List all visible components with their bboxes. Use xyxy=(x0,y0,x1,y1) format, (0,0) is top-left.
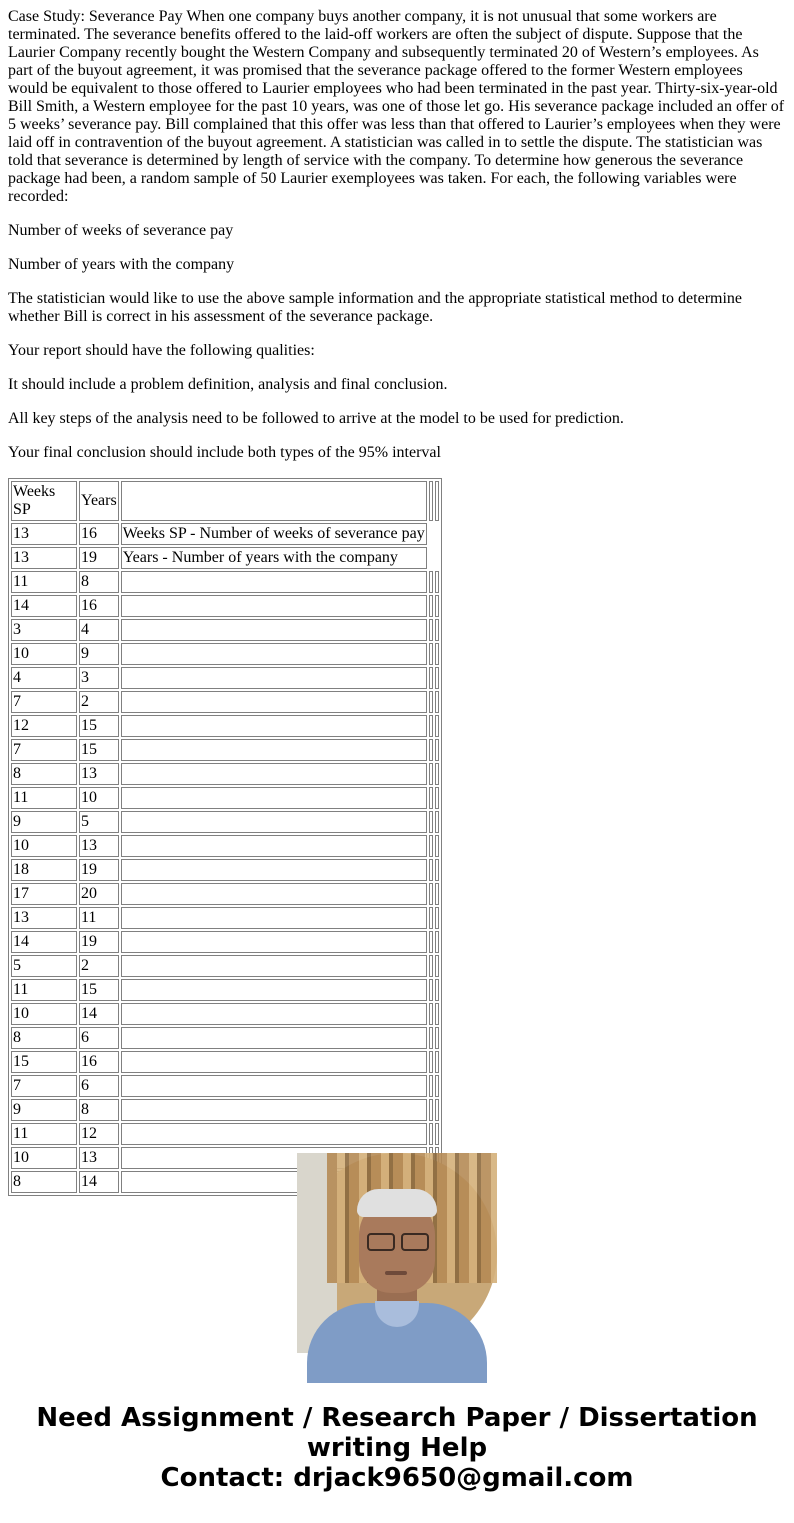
years-cell: 16 xyxy=(79,595,119,617)
years-cell: 15 xyxy=(79,739,119,761)
weeks-sp-cell: 13 xyxy=(11,907,77,929)
years-cell: 8 xyxy=(79,571,119,593)
weeks-sp-cell: 11 xyxy=(11,571,77,593)
empty-cell xyxy=(429,763,433,785)
years-cell: 12 xyxy=(79,1123,119,1145)
years-cell: 9 xyxy=(79,643,119,665)
table-row xyxy=(11,787,439,809)
table-row xyxy=(11,643,439,665)
weeks-sp-cell: 3 xyxy=(11,619,77,641)
weeks-sp-cell: 8 xyxy=(11,1027,77,1049)
empty-cell xyxy=(121,595,427,617)
table-row xyxy=(11,667,439,689)
empty-cell xyxy=(121,1003,427,1025)
empty-cell xyxy=(429,883,433,905)
weeks-sp-cell: 10 xyxy=(11,1147,77,1169)
years-cell: 19 xyxy=(79,547,119,569)
weeks-sp-cell: 12 xyxy=(11,715,77,737)
data-table-container xyxy=(8,478,448,1190)
empty-cell xyxy=(429,595,433,617)
empty-cell xyxy=(121,859,427,881)
weeks-sp-cell: 17 xyxy=(11,883,77,905)
empty-cell xyxy=(435,691,439,713)
document-body xyxy=(8,8,786,478)
empty-cell xyxy=(435,1051,439,1073)
years-cell: 16 xyxy=(79,523,119,545)
empty-cell xyxy=(435,1003,439,1025)
empty-cell xyxy=(429,979,433,1001)
empty-cell xyxy=(121,1123,427,1145)
years-cell: 16 xyxy=(79,1051,119,1073)
header-years: Years xyxy=(79,481,119,521)
empty-cell xyxy=(435,955,439,977)
years-cell: 5 xyxy=(79,811,119,833)
empty-cell xyxy=(435,907,439,929)
empty-cell xyxy=(435,643,439,665)
empty-cell xyxy=(435,1123,439,1145)
weeks-sp-cell: 9 xyxy=(11,811,77,833)
years-cell: 2 xyxy=(79,955,119,977)
table-row xyxy=(11,1099,439,1121)
table-row xyxy=(11,715,439,737)
report-quality-2: All key steps of the analysis need to be followed to arrive at the model to be used for prediction. xyxy=(8,410,624,427)
empty-cell xyxy=(121,1099,427,1121)
empty-cell xyxy=(121,931,427,953)
empty-cell xyxy=(121,907,427,929)
table-row xyxy=(11,979,439,1001)
empty-cell xyxy=(435,835,439,857)
table-header-row xyxy=(11,481,439,521)
case-study-paragraph: Case Study: Severance Pay When one company buys another company, it is not unusual that some workers are terminated. The severance benefits offered to the laid-off workers are often the subject of dispute. Suppose that the Laurier Company recently bought the Western Company and subsequently terminated 20 of Western’s employees. As part of the buyout agreement, it was promised that the severance package offered to the former Western employees would be equivalent to those offered to Laurier employees who had been terminated in the past year. Thirty-six-year-old Bill Smith, a Western employee for the past 10 years, was one of those let go. His severance package included an offer of 5 weeks’ severance pay. Bill complained that this offer was less than that offered to Laurier’s employees when they were laid off in contravention of the buyout agreement. A statistician was called in to settle the dispute. The statistician was told that severance is determined by length of service with the company. To determine how generous the severance package had been, a random sample of 50 Laurier exemployees was taken. For each, the following variables were recorded: xyxy=(8,8,785,205)
empty-cell xyxy=(121,643,427,665)
variable-note: Weeks SP - Number of weeks of severance pay xyxy=(121,523,427,545)
weeks-sp-cell: 11 xyxy=(11,979,77,1001)
header-empty-cell xyxy=(121,481,427,521)
years-cell: 11 xyxy=(79,907,119,929)
empty-cell xyxy=(435,979,439,1001)
empty-cell xyxy=(429,859,433,881)
years-cell: 19 xyxy=(79,859,119,881)
table-row xyxy=(11,739,439,761)
empty-cell xyxy=(435,571,439,593)
table-row xyxy=(11,931,439,953)
years-cell: 10 xyxy=(79,787,119,809)
weeks-sp-cell: 13 xyxy=(11,547,77,569)
empty-cell xyxy=(429,787,433,809)
years-cell: 3 xyxy=(79,667,119,689)
empty-cell xyxy=(121,691,427,713)
empty-cell xyxy=(435,1075,439,1097)
statistician-goal: The statistician would like to use the above sample information and the appropriate statistical method to determine whether Bill is correct in his assessment of the severance package. xyxy=(8,290,743,325)
empty-cell xyxy=(435,1099,439,1121)
empty-cell xyxy=(121,955,427,977)
footer-line-2: writing Help xyxy=(306,1433,488,1463)
empty-cell xyxy=(121,715,427,737)
table-row xyxy=(11,1075,439,1097)
years-cell: 2 xyxy=(79,691,119,713)
weeks-sp-cell: 10 xyxy=(11,643,77,665)
table-row xyxy=(11,811,439,833)
years-cell: 13 xyxy=(79,763,119,785)
empty-cell xyxy=(435,811,439,833)
empty-cell xyxy=(429,1051,433,1073)
variable-weeks: Number of weeks of severance pay xyxy=(8,222,234,239)
table-row xyxy=(11,1051,439,1073)
empty-cell xyxy=(429,481,433,521)
empty-cell xyxy=(121,667,427,689)
years-cell: 13 xyxy=(79,835,119,857)
empty-cell xyxy=(429,643,433,665)
weeks-sp-cell: 8 xyxy=(11,1171,77,1193)
weeks-sp-cell: 18 xyxy=(11,859,77,881)
empty-cell xyxy=(121,1051,427,1073)
years-cell: 15 xyxy=(79,715,119,737)
years-cell: 20 xyxy=(79,883,119,905)
empty-cell xyxy=(121,571,427,593)
empty-cell xyxy=(435,481,439,521)
variable-years: Number of years with the company xyxy=(8,256,235,273)
empty-cell xyxy=(121,979,427,1001)
empty-cell xyxy=(121,1075,427,1097)
table-row xyxy=(11,835,439,857)
empty-cell xyxy=(429,571,433,593)
empty-cell xyxy=(429,1003,433,1025)
years-cell: 14 xyxy=(79,1003,119,1025)
footer-contact: Contact: drjack9650@gmail.com xyxy=(160,1463,634,1493)
weeks-sp-cell: 7 xyxy=(11,1075,77,1097)
empty-cell xyxy=(121,883,427,905)
empty-cell xyxy=(429,667,433,689)
empty-cell xyxy=(435,595,439,617)
variable-note: Years - Number of years with the company xyxy=(121,547,427,569)
years-cell: 15 xyxy=(79,979,119,1001)
table-row xyxy=(11,955,439,977)
weeks-sp-cell: 15 xyxy=(11,1051,77,1073)
years-cell: 8 xyxy=(79,1099,119,1121)
weeks-sp-cell: 4 xyxy=(11,667,77,689)
years-cell: 13 xyxy=(79,1147,119,1169)
weeks-sp-cell: 10 xyxy=(11,835,77,857)
empty-cell xyxy=(429,715,433,737)
table-row xyxy=(11,763,439,785)
weeks-sp-cell: 10 xyxy=(11,1003,77,1025)
years-cell: 6 xyxy=(79,1027,119,1049)
empty-cell xyxy=(435,931,439,953)
empty-cell xyxy=(435,859,439,881)
empty-cell xyxy=(435,667,439,689)
table-row xyxy=(11,1123,439,1145)
weeks-sp-cell: 8 xyxy=(11,763,77,785)
table-row xyxy=(11,523,439,545)
empty-cell xyxy=(435,739,439,761)
empty-cell xyxy=(429,1123,433,1145)
empty-cell xyxy=(121,739,427,761)
table-row xyxy=(11,547,439,569)
empty-cell xyxy=(121,811,427,833)
empty-cell xyxy=(429,1099,433,1121)
empty-cell xyxy=(429,691,433,713)
empty-cell xyxy=(121,835,427,857)
years-cell: 14 xyxy=(79,1171,119,1193)
report-quality-3: Your final conclusion should include both types of the 95% interval xyxy=(8,444,441,461)
weeks-sp-cell: 11 xyxy=(11,787,77,809)
table-row xyxy=(11,691,439,713)
weeks-sp-cell: 9 xyxy=(11,1099,77,1121)
weeks-sp-cell: 11 xyxy=(11,1123,77,1145)
author-photo xyxy=(297,1153,497,1353)
table-row xyxy=(11,907,439,929)
years-cell: 19 xyxy=(79,931,119,953)
empty-cell xyxy=(435,883,439,905)
empty-cell xyxy=(429,931,433,953)
glasses-icon xyxy=(367,1233,395,1251)
data-table xyxy=(8,478,442,1196)
empty-cell xyxy=(435,1027,439,1049)
table-row xyxy=(11,1027,439,1049)
empty-cell xyxy=(429,811,433,833)
years-cell: 4 xyxy=(79,619,119,641)
weeks-sp-cell: 7 xyxy=(11,739,77,761)
weeks-sp-cell: 7 xyxy=(11,691,77,713)
footer-line-1: Need Assignment / Research Paper / Dissertation xyxy=(36,1403,758,1433)
table-row xyxy=(11,595,439,617)
empty-cell xyxy=(429,955,433,977)
empty-cell xyxy=(121,619,427,641)
table-row xyxy=(11,859,439,881)
empty-cell xyxy=(429,739,433,761)
empty-cell xyxy=(121,763,427,785)
empty-cell xyxy=(435,619,439,641)
empty-cell xyxy=(435,763,439,785)
empty-cell xyxy=(429,1075,433,1097)
table-row xyxy=(11,1003,439,1025)
table-row xyxy=(11,883,439,905)
empty-cell xyxy=(429,1027,433,1049)
weeks-sp-cell: 14 xyxy=(11,595,77,617)
empty-cell xyxy=(435,715,439,737)
table-row xyxy=(11,571,439,593)
table-row xyxy=(11,619,439,641)
empty-cell xyxy=(435,787,439,809)
header-weeks-sp: Weeks SP xyxy=(11,481,77,521)
empty-cell xyxy=(121,1027,427,1049)
empty-cell xyxy=(121,787,427,809)
weeks-sp-cell: 14 xyxy=(11,931,77,953)
years-cell: 6 xyxy=(79,1075,119,1097)
empty-cell xyxy=(429,907,433,929)
report-qualities-heading: Your report should have the following qualities: xyxy=(8,342,315,359)
footer-ad xyxy=(0,1403,794,1493)
report-quality-1: It should include a problem definition, analysis and final conclusion. xyxy=(8,376,448,393)
weeks-sp-cell: 13 xyxy=(11,523,77,545)
weeks-sp-cell: 5 xyxy=(11,955,77,977)
empty-cell xyxy=(429,619,433,641)
empty-cell xyxy=(429,835,433,857)
